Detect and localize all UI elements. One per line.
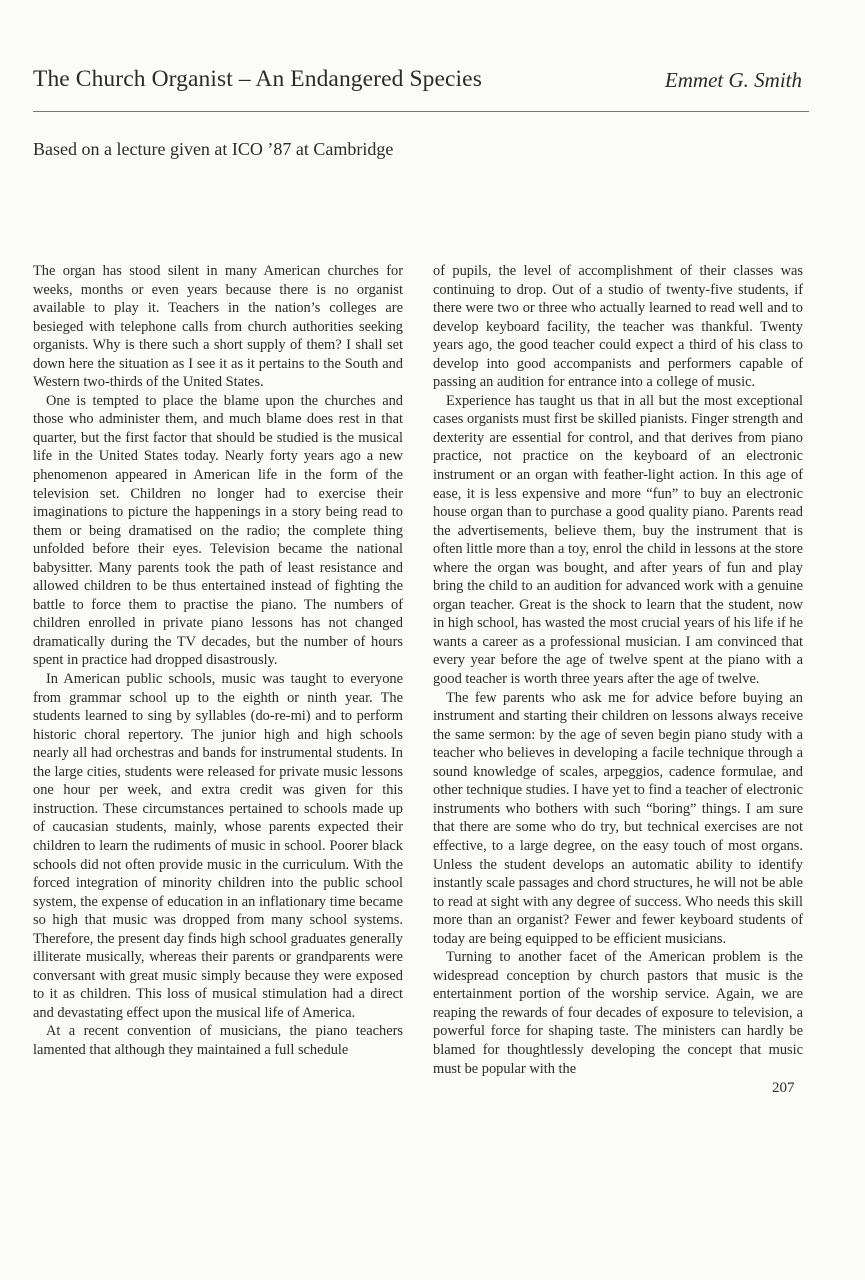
author-name: Emmet G. Smith (664, 68, 802, 92)
header-rule (33, 111, 809, 112)
paragraph: In American public schools, music was taught to everyone from grammar school up to the eighth or ninth year. The students learned to sing by syllables (do-re-mi) and to perform historic choral repertory. The junior high and high schools nearly all had orchestras and bands for instrumental students. In the large cities, students were released for private music lessons one hour per week, and extra credit was given for this instruction. These circumstances pertained to schools made up of caucasian students, mainly, whose parents expected their children to learn the rudiments of music in school. Poorer black schools did not often provide music in the curriculum. With the forced integration of minority children into the public school system, the expense of education in an inflationary time became so high that music was dropped from many school systems. Therefore, the present day finds high school graduates generally illiterate musically, whereas their parents or grandparents were conversant with great music simply because they were exposed to it as children. This loss of musical stimulation had a direct and devastating effect upon the musical life of America. (33, 671, 403, 1021)
article-title: The Church Organist – An Endangered Species (33, 66, 482, 92)
paragraph: Turning to another facet of the American problem is the widespread conception by church pastors that music is the entertainment portion of the worship service. Again, we are reaping the rewards of four decades of exposure to television, a powerful force for shaping taste. The ministers can hardly be blamed for thoughtlessly developing the concept that music must be popular with the (433, 949, 803, 1077)
paragraph: Experience has taught us that in all but the most exceptional cases organists must first be skilled pianists. Finger strength and dexterity are essential for control, and that derives from piano practice, not practice on the keyboard of an electronic instrument or an organ with feather-light action. In this age of ease, it is less expensive and more “fun” to buy an electronic house organ than to purchase a good quality piano. Parents read the advertisements, believe them, buy the instrument that is often little more than a toy, enrol the child in lessons at the store where the organ was bought, and after years of fun and play bring the child to an audition for advanced work with a genuine organ teacher. Great is the shock to learn that the student, now in high school, has wasted the most crucial years of his life if he wants a career as a professional musician. I am convinced that every year before the age of twelve spent at the piano with a good teacher is worth three years after the age of twelve. (433, 392, 803, 688)
paragraph: The organ has stood silent in many American churches for weeks, months or even years because there is no organist available to play it. Teachers in the nation’s colleges are besieged with telephone calls from church authorities seeking organists. Why is there such a short supply of them? I shall set down here the situation as I see it as it pertains to the South and Western two-thirds of the United States. (33, 263, 403, 391)
paragraph: of pupils, the level of accomplishment of their classes was continuing to drop. Out of a studio of twenty-five students, if there were two or three who actually learned to read well and to develop keyboard facility, the teacher was thankful. Twenty years ago, the good teacher could expect a third of his class to develop into good accompanists and performers capable of passing an audition for entrance into a college of music. (433, 263, 803, 391)
left-column (33, 262, 403, 1060)
page-number: 207 (772, 1080, 795, 1096)
right-column (433, 262, 803, 1078)
paragraph: The few parents who ask me for advice before buying an instrument and starting their children on lessons always receive the same sermon: by the age of seven begin piano study with a teacher who believes in developing a facile technique through a sound knowledge of scales, arpeggios, cadence formulae, and other technique studies. I have yet to find a teacher of electronic instruments who bothers with such “boring” things. I am sure that there are some who do try, but technical exercises are not effective, to a large degree, on the easy touch of most organs. Unless the student develops an automatic ability to identify instantly scale passages and chord structures, he will not be able to read at sight with any degree of success. Who needs this skill more than an organist? Fewer and fewer keyboard students of today are being equipped to be efficient musicians. (433, 689, 803, 947)
paragraph: One is tempted to place the blame upon the churches and those who administer them, and much blame does rest in that quarter, but the first factor that should be studied is the musical life in the United States today. Nearly forty years ago a new phenomenon appeared in American life in the form of the television set. Children no longer had to exercise their imaginations to picture the happenings in a story being read to them or being dramatised on the radio; the complete thing unfolded before their eyes. Television became the national babysitter. Many parents took the path of least resistance and allowed children to be thus entertained instead of fighting the battle to force them to practise the piano. The numbers of children enrolled in private piano lessons has not changed dramatically during the TV decades, but the number of hours spent in practice had dropped disastrously. (33, 392, 403, 669)
paragraph: At a recent convention of musicians, the piano teachers lamented that although they maintained a full schedule (33, 1023, 403, 1058)
article-subtitle: Based on a lecture given at ICO ’87 at Cambridge (33, 139, 394, 159)
